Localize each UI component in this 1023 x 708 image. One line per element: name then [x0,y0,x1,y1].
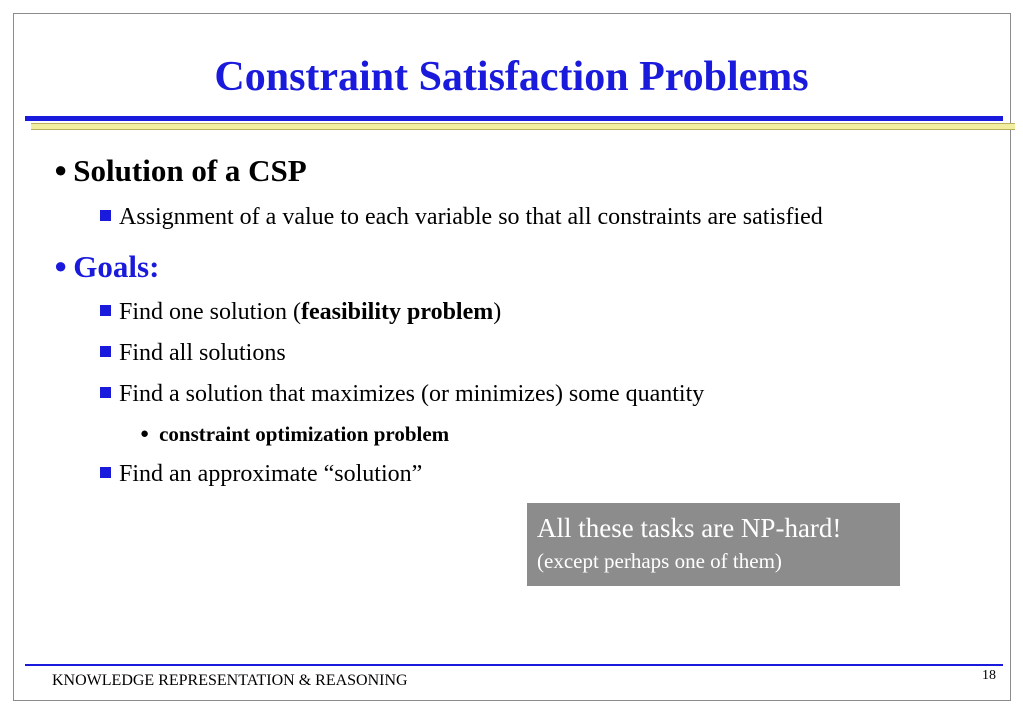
bullet-label: Goals: [73,249,160,284]
title-divider-blue [25,116,1003,121]
bullet-solution-of-csp [54,152,307,189]
item-text-bold: feasibility problem [301,299,494,325]
bullet-goals [54,248,159,285]
small-round-bullet-icon: ● [140,426,150,442]
square-bullet-icon [100,305,111,316]
page-number: 18 [982,668,996,683]
subitem-constraint-optimization [140,421,449,447]
item-text-suffix: ) [493,299,502,325]
item-text: Find a solution that maximizes (or minimizes) some quantity [119,381,705,407]
square-bullet-icon [100,387,111,398]
item-text: Assignment of a value to each variable so that all constraints are satisfied [119,204,823,230]
item-approximate-solution [100,460,422,488]
item-find-one-solution [100,298,501,326]
footer-divider [25,664,1003,666]
footer-course-title: KNOWLEDGE REPRESENTATION & REASONING [52,672,408,689]
callout-sub-text: (except perhaps one of them) [537,549,782,573]
round-bullet-icon: ● [54,157,68,182]
square-bullet-icon [100,210,111,221]
square-bullet-icon [100,346,111,357]
subitem-text: constraint optimization problem [159,422,450,446]
bullet-label: Solution of a CSP [73,153,307,188]
slide-title: Constraint Satisfaction Problems [214,54,809,100]
item-text-prefix: Find one solution ( [119,299,302,325]
item-find-all-solutions [100,339,286,367]
callout-main-text: All these tasks are NP-hard! [537,513,842,543]
title-divider-yellow [31,123,1015,130]
square-bullet-icon [100,467,111,478]
round-bullet-icon: ● [54,253,68,278]
item-text: Find all solutions [119,340,286,366]
item-text: Find an approximate “solution” [119,461,423,487]
np-hard-callout [527,503,900,586]
item-maximize-quantity [100,380,704,408]
item-assignment [100,203,823,231]
